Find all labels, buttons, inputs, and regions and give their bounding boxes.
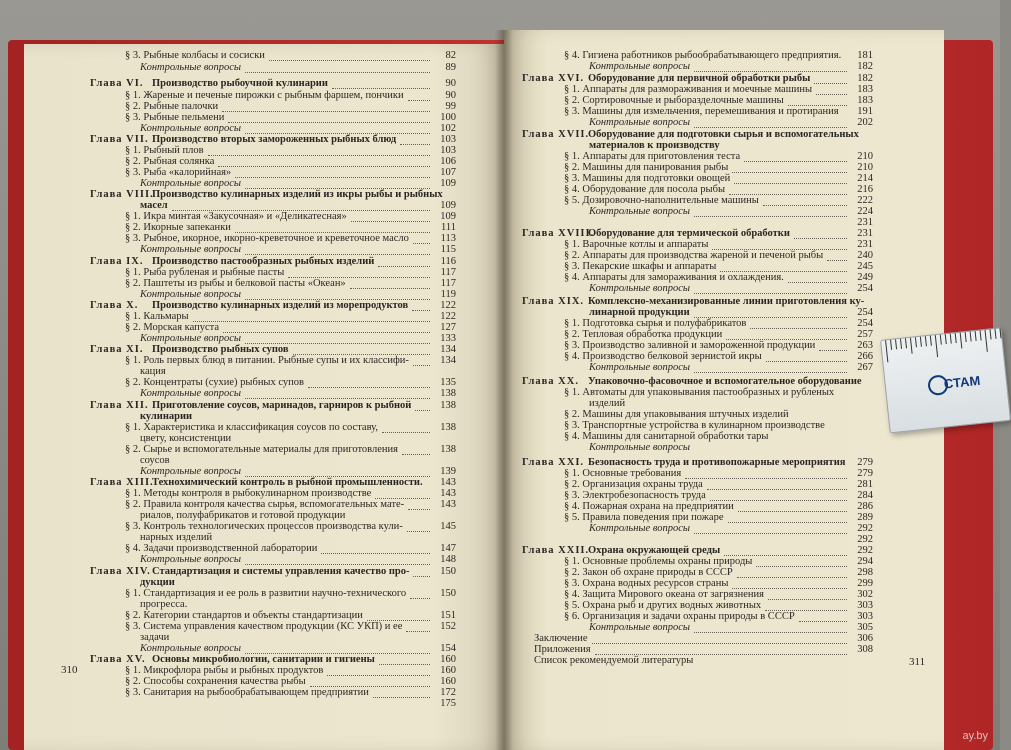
toc-page-number: 152 <box>440 621 456 632</box>
toc-page-number: 292 <box>857 534 873 545</box>
toc-entry-title: § 2. Машины для панирования рыбы <box>564 162 729 173</box>
toc-entry-title: § 4. Защита Мирового океана от загрязнения <box>564 589 764 600</box>
toc-leader <box>269 59 430 61</box>
toc-entry-title: Производство пастообразных рыбных изделий <box>152 256 375 267</box>
toc-page-number: 202 <box>857 117 873 128</box>
toc-entry-title: Контрольные вопросы <box>140 388 242 399</box>
toc-entry-title: § 2. Рыбная солянка <box>125 156 215 167</box>
toc-entry-title: Контрольные вопросы <box>589 117 691 128</box>
toc-row <box>504 362 944 374</box>
toc-entry-title: Комплексно-механизированные линии приготовления ку- <box>588 296 865 307</box>
toc-page-number: 249 <box>857 272 873 283</box>
toc-entry-title: § 3. Охрана водных ресурсов страны <box>564 578 729 589</box>
toc-entry-title: Производство рыбных супов <box>152 344 289 355</box>
toc-entry-title: § 1. Микрофлора рыбы и рыбных продуктов <box>125 665 324 676</box>
toc-entry-title: Оборудование для термической обработки <box>588 228 790 239</box>
ruler-tick <box>890 340 892 350</box>
toc-page-number: 240 <box>857 250 873 261</box>
toc-page-number: 106 <box>440 156 456 167</box>
toc-chapter-row <box>24 78 504 90</box>
toc-page-number: 303 <box>857 611 873 622</box>
toc-entry-title: § 1. Кальмары <box>125 311 189 322</box>
toc-row <box>24 698 504 710</box>
toc-page-number: 298 <box>857 567 873 578</box>
toc-entry-title: Контрольные вопросы <box>140 178 242 189</box>
toc-page-number: 308 <box>857 644 873 655</box>
toc-page-number: 109 <box>440 200 456 211</box>
toc-entry-title: § 1. Варочные котлы и аппараты <box>564 239 709 250</box>
toc-leader <box>694 126 847 128</box>
toc-entry-title: § 3. Рыба «калорийная» <box>125 167 232 178</box>
toc-page-number: 224 <box>857 206 873 217</box>
toc-entry-title: § 2. Рыбные палочки <box>125 101 219 112</box>
toc-page-number: 284 <box>857 490 873 501</box>
toc-page-number: 147 <box>440 543 456 554</box>
ruler-brand: СТАМ <box>943 372 981 392</box>
toc-entry-title: § 1. Рыба рубленая и рыбные пасты <box>125 267 285 278</box>
toc-entry-title: § 4. Задачи производственной лаборатории <box>125 543 318 554</box>
toc-entry-title: Производство кулинарных изделий из икры рыбы и рыбных <box>152 189 443 200</box>
toc-entry-title: § 4. Аппараты для замораживания и охлаждения. <box>564 272 784 283</box>
toc-chapter-label: Глава XIV. <box>90 566 151 577</box>
toc-page-number: 266 <box>857 351 873 362</box>
toc-entry-title: § 2. Правила контроля качества сырья, вспомогательных мате- <box>125 499 405 510</box>
ruler-tick <box>940 335 942 345</box>
toc-entry-title: Контрольные вопросы <box>589 206 691 217</box>
left-page <box>24 44 504 750</box>
book-gutter <box>495 30 513 750</box>
toc-chapter-label: Глава XVI. <box>522 73 585 84</box>
toc-entry-title: цвету, консистенции <box>140 433 232 444</box>
toc-entry-title: § 3. Рыбные пельмени <box>125 112 225 123</box>
ruler-tick <box>885 340 888 362</box>
toc-entry-title: § 2. Паштеты из рыбы и белковой пасты «Океан» <box>125 278 346 289</box>
toc-entry-title: Контрольные вопросы <box>140 244 242 255</box>
ruler-tick <box>994 329 996 339</box>
toc-leader <box>245 563 430 565</box>
toc-entry-title: § 2. Сырье и вспомогательные материалы для приготовления <box>125 444 398 455</box>
ruler-tick <box>910 338 913 354</box>
toc-entry-title: § 1. Основные требования <box>564 468 682 479</box>
toc-page-number: 115 <box>440 244 456 255</box>
toc-page-number: 109 <box>440 178 456 189</box>
toc-entry-title: § 3. Рыбное, икорное, икорно-креветочное и креветочное масло <box>125 233 409 244</box>
toc-entry-title: § 1. Аппараты для приготовления теста <box>564 151 741 162</box>
toc-entry-title: § 1. Подготовка сырья и полуфабрикатов <box>564 318 747 329</box>
ruler-tick <box>945 334 947 344</box>
toc-entry-title: масел <box>140 200 168 211</box>
toc-entry-title: § 1. Методы контроля в рыбокулинарном производстве <box>125 488 372 499</box>
toc-leader <box>694 292 847 294</box>
toc-entry-title: § 4. Оборудование для посола рыбы <box>564 184 726 195</box>
toc-page-number: 127 <box>440 322 456 333</box>
toc-page-number: 143 <box>440 477 456 488</box>
toc-leader <box>694 70 847 72</box>
toc-entry-title: Контрольные вопросы <box>589 283 691 294</box>
toc-page-number: 160 <box>440 654 456 665</box>
toc-entry-title: Охрана окружающей среды <box>588 545 721 556</box>
toc-entry-title: § 2. Способы сохранения качества рыбы <box>125 676 306 687</box>
page-number-left: 310 <box>61 664 78 676</box>
toc-page-number: 119 <box>440 289 456 300</box>
toc-leader <box>245 71 430 73</box>
toc-entry-title: § 2. Морская капуста <box>125 322 220 333</box>
toc-entry-title: Заключение <box>534 633 588 644</box>
toc-page-number: 90 <box>445 90 456 101</box>
toc-entry-title: Контрольные вопросы <box>140 62 242 73</box>
toc-row <box>24 554 504 566</box>
toc-entry-title: Контрольные вопросы <box>589 61 691 72</box>
toc-page-number: 154 <box>440 643 456 654</box>
toc-page-number: 210 <box>857 162 873 173</box>
ruler-tick <box>975 331 977 341</box>
toc-entry-title: Контрольные вопросы <box>140 643 242 654</box>
toc-chapter-label: Глава XX. <box>522 376 579 387</box>
toc-entry-title: § 1. Основные проблемы охраны природы <box>564 556 753 567</box>
toc-entry-title: § 5. Дозировочно-наполнительные машины <box>564 195 759 206</box>
toc-entry-title: дукции <box>140 577 175 588</box>
ruler-tick <box>955 333 957 343</box>
toc-entry-title: Контрольные вопросы <box>589 523 691 534</box>
toc-entry-title: § 2. Категории стандартов и объекты стандартизации <box>125 610 363 621</box>
toc-chapter-label: Глава XXI. <box>522 457 585 468</box>
toc-chapter-label: Глава IX. <box>90 256 144 267</box>
ruler-tick <box>965 332 967 342</box>
toc-page-number: 292 <box>857 545 873 556</box>
toc-page-number: 191 <box>857 106 873 117</box>
toc-entry-title: Контрольные вопросы <box>589 362 691 373</box>
toc-entry-title: Основы микробиологии, санитарии и гигиены <box>152 654 375 665</box>
toc-entry-title: Контрольные вопросы <box>140 554 242 565</box>
toc-entry-title: Список рекомендуемой литературы <box>534 655 694 666</box>
toc-entry-title: Оборудование для первичной обработки рыбы <box>588 73 811 84</box>
toc-page-number: 183 <box>857 95 873 106</box>
ruler-tick <box>925 336 927 346</box>
toc-page-number: 138 <box>440 400 456 411</box>
toc-entry-title: Контрольные вопросы <box>589 622 691 633</box>
toc-page-number: 254 <box>857 318 873 329</box>
ruler-tick <box>999 328 1001 338</box>
toc-entry-title: Контрольные вопросы <box>140 289 242 300</box>
toc-row <box>504 117 944 129</box>
toc-entry-title: кулинарии <box>140 411 193 422</box>
toc-page-number: 172 <box>440 687 456 698</box>
toc-entry-title: кация <box>140 366 166 377</box>
toc-entry-title: прогресса. <box>140 599 188 610</box>
toc-page-number: 139 <box>440 466 456 477</box>
toc-page-number: 281 <box>857 479 873 490</box>
toc-page-number: 257 <box>857 329 873 340</box>
toc-entry-title: Упаковочно-фасовочное и вспомогательное оборудование <box>588 376 862 387</box>
toc-entry-title: Производство кулинарных изделий из морепродуктов <box>152 300 409 311</box>
toc-row <box>24 388 504 400</box>
toc-row <box>24 244 504 256</box>
right-page <box>504 30 944 750</box>
toc-entry-title: Стандартизация и системы управления качество про- <box>152 566 410 577</box>
toc-entry-title: § 2. Закон об охране природы в СССР <box>564 567 733 578</box>
toc-entry-title: соусов <box>140 455 170 466</box>
toc-page-number: 286 <box>857 501 873 512</box>
toc-chapter-label: Глава XVII. <box>522 129 590 140</box>
toc-page-number: 175 <box>440 698 456 709</box>
toc-entry-title: § 3. Электробезопасность труда <box>564 490 706 501</box>
toc-page-number: 231 <box>857 239 873 250</box>
toc-chapter-label: Глава VII. <box>90 134 149 145</box>
toc-page-number: 289 <box>857 512 873 523</box>
toc-page-number: 122 <box>440 300 456 311</box>
toc-page-number: 305 <box>857 622 873 633</box>
toc-page-number: 113 <box>440 233 456 244</box>
toc-entry-title: § 2. Аппараты для производства жареной и печеной рыбы <box>564 250 824 261</box>
ruler-tick <box>980 330 982 340</box>
toc-page-number: 294 <box>857 556 873 567</box>
toc-page-number: 135 <box>440 377 456 388</box>
toc-entry-title: § 3. Пекарские шкафы и аппараты <box>564 261 717 272</box>
toc-page-number: 148 <box>440 554 456 565</box>
toc-page-number: 183 <box>857 84 873 95</box>
toc-entry-title: § 3. Рыбные колбасы и сосиски <box>125 50 265 61</box>
toc-page-number: 90 <box>445 78 456 89</box>
toc-entry-title: § 4. Производство белковой зернистой икры <box>564 351 762 362</box>
toc-leader <box>694 371 847 373</box>
toc-chapter-label: Глава XXII. <box>522 545 590 556</box>
toc-entry-title: § 1. Икра минтая «Закусочная» и «Деликатесная» <box>125 211 347 222</box>
toc-entry-title: § 2. Сортировочные и рыборазделочные машины <box>564 95 784 106</box>
toc-entry-title: нарных изделий <box>140 532 213 543</box>
toc-entry-title: § 3. Система управления качеством продукции (КС УКП) и ее <box>125 621 403 632</box>
toc-entry-title: задачи <box>140 632 170 643</box>
toc-page-number: 267 <box>857 362 873 373</box>
toc-page-number: 116 <box>440 256 456 267</box>
toc-page-number: 134 <box>440 355 456 366</box>
toc-page-number: 117 <box>440 278 456 289</box>
toc-entry-title: § 6. Организация и задачи охраны природы в СССР <box>564 611 795 622</box>
toc-page-number: 222 <box>857 195 873 206</box>
toc-page-number: 122 <box>440 311 456 322</box>
toc-entry-title: § 1. Жареные и печеные пирожки с рыбным фаршем, пончики <box>125 90 404 101</box>
toc-row <box>504 61 944 73</box>
watermark: ay.by <box>962 730 988 742</box>
toc-entry-title: § 2. Икорные запеканки <box>125 222 231 233</box>
ruler-tick <box>930 336 932 346</box>
toc-entry-title: § 3. Машины для подготовки овощей <box>564 173 731 184</box>
toc-page-number: 292 <box>857 523 873 534</box>
toc-page-number: 182 <box>857 73 873 84</box>
toc-page-number: 111 <box>441 222 456 233</box>
toc-row <box>504 655 944 667</box>
toc-page-number: 210 <box>857 151 873 162</box>
toc-entry-title: § 1. Аппараты для размораживания и моечные машины <box>564 84 813 95</box>
toc-entry-title: § 5. Правила поведения при пожаре <box>564 512 724 523</box>
toc-entry-title: § 4. Пожарная охрана на предприятии <box>564 501 734 512</box>
toc-page-number: 143 <box>440 488 456 499</box>
toc-entry-title: § 3. Машины для измельчения, перемешивания и протирания <box>564 106 839 117</box>
toc-row <box>504 442 944 454</box>
toc-page-number: 263 <box>857 340 873 351</box>
toc-entry-title: Производство рыбоучной кулинарии <box>152 78 328 89</box>
toc-page-number: 299 <box>857 578 873 589</box>
toc-page-number: 89 <box>445 62 456 73</box>
toc-chapter-label: Глава X. <box>90 300 139 311</box>
toc-row <box>24 62 504 74</box>
toc-entry-title: Приготовление соусов, маринадов, гарниров к рыбной <box>152 400 412 411</box>
toc-entry-title: Контрольные вопросы <box>140 123 242 134</box>
toc-page-number: 216 <box>857 184 873 195</box>
toc-page-number: 160 <box>440 676 456 687</box>
ruler-tick <box>920 337 922 347</box>
toc-page-number: 109 <box>440 211 456 222</box>
toc-page-number: 279 <box>857 468 873 479</box>
toc-page-number: 138 <box>440 422 456 433</box>
toc-entry-title: § 1. Характеристика и классификация соусов по составу, <box>125 422 378 433</box>
ruler-tick <box>905 338 907 348</box>
toc-page-number: 102 <box>440 123 456 134</box>
toc-entry-title: Контрольные вопросы <box>589 442 691 453</box>
ruler <box>880 327 1011 433</box>
ruler-tick <box>990 329 992 339</box>
toc-entry-title: § 1. Стандартизация и ее роль в развитии научно-технического <box>125 588 407 599</box>
toc-page-number: 231 <box>857 217 873 228</box>
page-number-right: 311 <box>909 656 926 668</box>
toc-entry-title: § 2. Машины для упаковывания штучных изделий <box>564 409 789 420</box>
toc-entry-title: § 4. Гигиена работников рыбообрабатывающего предприятия. <box>564 50 842 61</box>
toc-page-number: 254 <box>857 283 873 294</box>
toc-page-number: 117 <box>440 267 456 278</box>
toc-page-number: 303 <box>857 600 873 611</box>
ruler-tick <box>970 331 972 341</box>
toc-page-number: 134 <box>440 344 456 355</box>
toc-entry-title: Безопасность труда и противопожарные мероприятия <box>588 457 846 468</box>
toc-entry-title: § 3. Контроль технологических процессов производства кули- <box>125 521 403 532</box>
toc-page-number: 138 <box>440 444 456 455</box>
toc-page-number: 181 <box>857 50 873 61</box>
toc-row <box>24 50 504 62</box>
toc-entry-title: линарной продукции <box>589 307 690 318</box>
toc-entry-title: Технохимический контроль в рыбной промышленности. <box>152 477 423 488</box>
toc-page-number: 107 <box>440 167 456 178</box>
toc-chapter-label: Глава XIX. <box>522 296 585 307</box>
toc-page-number: 100 <box>440 112 456 123</box>
toc-page-number: 231 <box>857 228 873 239</box>
toc-page-number: 99 <box>445 101 456 112</box>
toc-page-number: 150 <box>440 566 456 577</box>
toc-entry-title: риалов, полуфабрикатов и готовой продукции <box>140 510 346 521</box>
toc-chapter-label: Глава VI. <box>90 78 144 89</box>
toc-entry-title: § 2. Организация охраны труда <box>564 479 703 490</box>
toc-entry-title: изделий <box>589 398 626 409</box>
toc-page-number: 214 <box>857 173 873 184</box>
toc-page-number: 103 <box>440 134 456 145</box>
toc-chapter-label: Глава XV. <box>90 654 146 665</box>
toc-page-number: 133 <box>440 333 456 344</box>
toc-row <box>504 283 944 295</box>
toc-leader <box>245 397 430 399</box>
toc-leader <box>245 253 430 255</box>
toc-page-number: 150 <box>440 588 456 599</box>
toc-entry-title: § 3. Транспортные устройства в кулинарном производстве <box>564 420 825 431</box>
toc-page-number: 82 <box>445 50 456 61</box>
ruler-tick <box>900 339 902 349</box>
toc-page-number: 182 <box>857 61 873 72</box>
toc-entry-title: Приложения <box>534 644 591 655</box>
toc-chapter-label: Глава XII. <box>90 400 149 411</box>
toc-entry-title: Контрольные вопросы <box>140 466 242 477</box>
toc-entry-title: § 3. Производство заливной и замороженной продукции <box>564 340 816 351</box>
toc-entry-title: материалов к производству <box>589 140 720 151</box>
toc-entry-title: § 1. Рыбный плов <box>125 145 204 156</box>
toc-chapter-label: Глава XIII. <box>90 477 154 488</box>
toc-page-number: 306 <box>857 633 873 644</box>
toc-page-number: 138 <box>440 388 456 399</box>
ruler-tick <box>960 333 963 349</box>
toc-leader <box>332 87 430 89</box>
toc-entry-title: Производство вторых замороженных рыбных блюд <box>152 134 397 145</box>
toc-entry-title: § 3. Санитария на рыбообрабатывающем предприятии <box>125 687 369 698</box>
toc-entry-title: § 1. Роль первых блюд в питании. Рыбные супы и их классифи- <box>125 355 409 366</box>
toc-chapter-label: Глава XI. <box>90 344 144 355</box>
toc-page-number: 245 <box>857 261 873 272</box>
toc-page-number: 143 <box>440 499 456 510</box>
ruler-tick <box>985 330 988 352</box>
toc-entry-title: § 5. Охрана рыб и других водных животных <box>564 600 762 611</box>
toc-entry-title: § 2. Концентраты (сухие) рыбных супов <box>125 377 304 388</box>
toc-page-number: 279 <box>857 457 873 468</box>
toc-entry-title: § 2. Тепловая обработка продукции <box>564 329 723 340</box>
toc-entry-title: § 1. Автоматы для упаковывания пастообразных и рубленых <box>564 387 835 398</box>
ruler-tick <box>895 339 897 349</box>
ruler-tick <box>915 337 917 347</box>
toc-page-number: 145 <box>440 521 456 532</box>
toc-chapter-label: Глава XVIII. <box>522 228 595 239</box>
toc-entry-title: § 4. Машины для санитарной обработки тары <box>564 431 769 442</box>
toc-page-number: 103 <box>440 145 456 156</box>
toc-page-number: 151 <box>440 610 456 621</box>
toc-entry-title: Контрольные вопросы <box>140 333 242 344</box>
toc-page-number: 160 <box>440 665 456 676</box>
toc-entry-title: Оборудование для подготовки сырья и вспомогательных <box>588 129 859 140</box>
toc-page-number: 254 <box>857 307 873 318</box>
ruler-tick <box>950 334 952 344</box>
toc-page-number: 302 <box>857 589 873 600</box>
ruler-tick <box>935 335 938 357</box>
toc-chapter-label: Глава VIII. <box>90 189 154 200</box>
